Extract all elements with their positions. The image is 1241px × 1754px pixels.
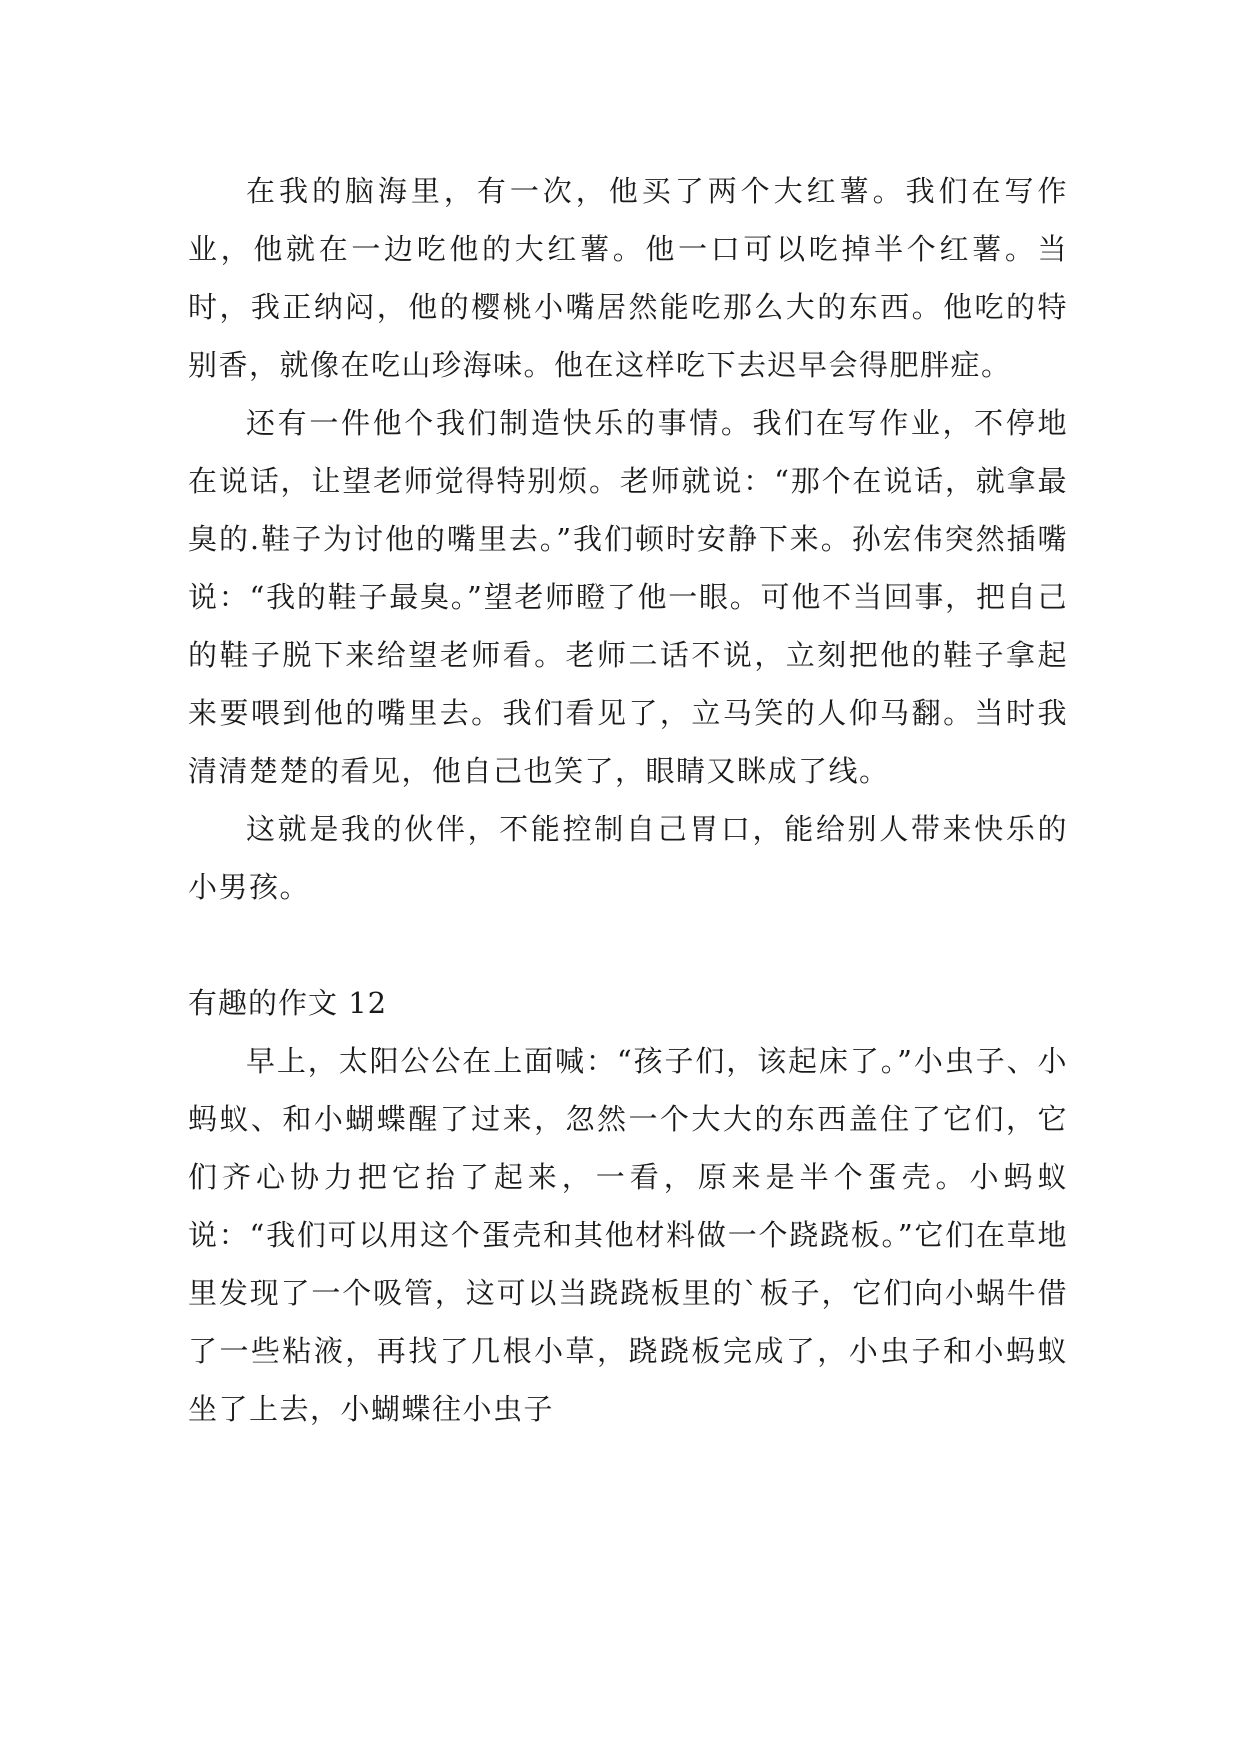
paragraph-conclusion: 这就是我的伙伴，不能控制自己胃口，能给别人带来快乐的小男孩。 xyxy=(188,812,1068,904)
document-body xyxy=(188,162,1068,1438)
paragraph-seesaw: 早上，太阳公公在上面喊：“孩子们，该起床了。”小虫子、小蚂蚁、和小蝴蝶醒了过来，忽然一个大大的东西盖住了它们，它们齐心协力把它抬了起来，一看，原来是半个蛋壳。小蚂蚁说：“我们可以用这个蛋壳和其他材料做一个跷跷板。”它们在草地里发现了一个吸管，这可以当跷跷板里的`板子，它们向小蜗牛借了一些粘液，再找了几根小草，跷跷板完成了，小虫子和小蚂蚁坐了上去，小蝴蝶往小虫子 xyxy=(188,1044,1068,1426)
section-title: 有趣的作文 12 xyxy=(188,986,388,1020)
paragraph-shoe-story: 还有一件他个我们制造快乐的事情。我们在写作业，不停地在说话，让望老师觉得特别烦。老师就说：“那个在说话，就拿最臭的.鞋子为讨他的嘴里去。”我们顿时安静下来。孙宏伟突然插嘴说：“我的鞋子最臭。”望老师瞪了他一眼。可他不当回事，把自己的鞋子脱下来给望老师看。老师二话不说，立刻把他的鞋子拿起来要喂到他的嘴里去。我们看见了，立马笑的人仰马翻。当时我清清楚楚的看见，他自己也笑了，眼睛又眯成了线。 xyxy=(188,406,1068,788)
section-spacer xyxy=(188,916,1068,974)
paragraph-memory: 在我的脑海里，有一次，他买了两个大红薯。我们在写作业，他就在一边吃他的大红薯。他一口可以吃掉半个红薯。当时，我正纳闷，他的樱桃小嘴居然能吃那么大的东西。他吃的特别香，就像在吃山珍海味。他在这样吃下去迟早会得肥胖症。 xyxy=(188,174,1068,382)
